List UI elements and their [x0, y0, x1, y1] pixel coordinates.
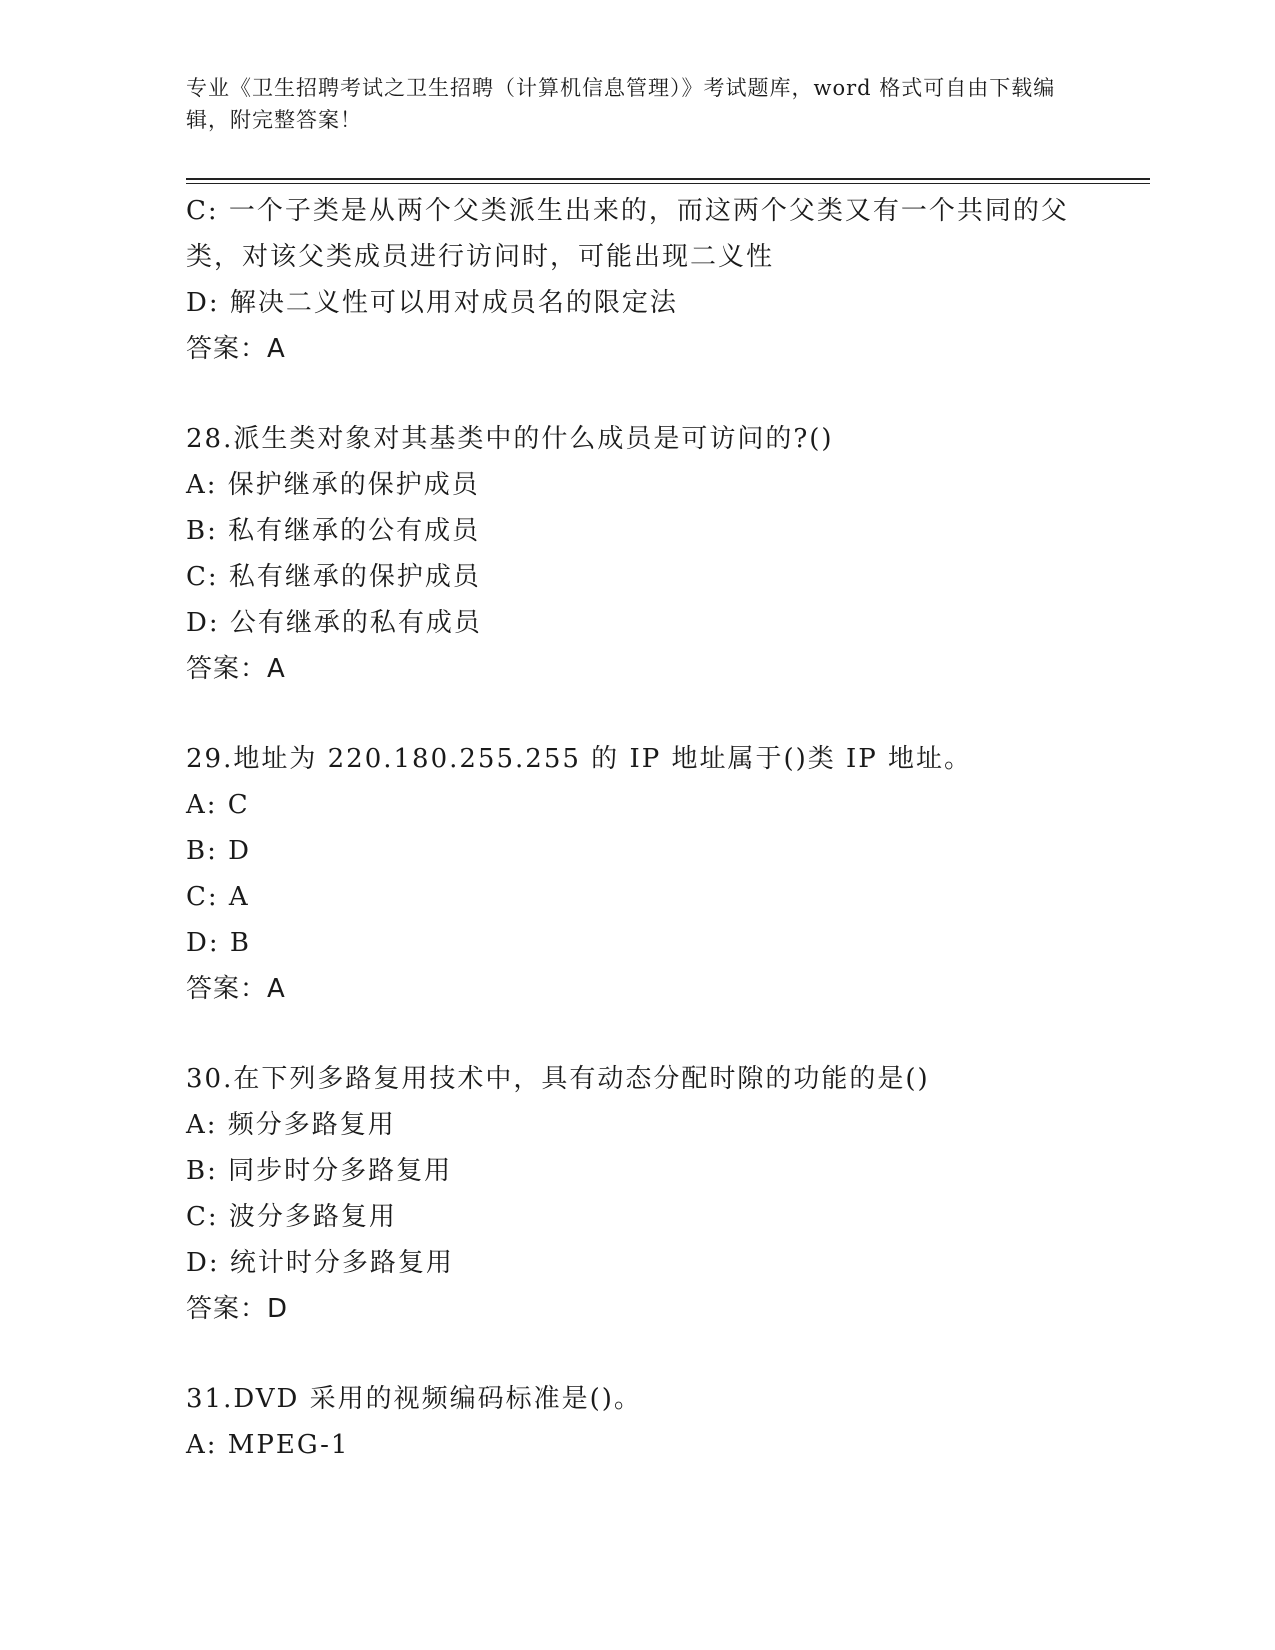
option-c: C: 波分多路复用 — [186, 1202, 397, 1232]
question-content — [186, 188, 1086, 1468]
option-b: B: 同步时分多路复用 — [186, 1156, 453, 1186]
page-header: 专业《卫生招聘考试之卫生招聘（计算机信息管理）》考试题库，word 格式可自由下载编辑，附完整答案！ — [186, 76, 1056, 132]
answer-label: 答案：A — [186, 334, 286, 364]
question-stem: 30.在下列多路复用技术中，具有动态分配时隙的功能的是() — [186, 1064, 930, 1094]
question-31 — [186, 1376, 1086, 1468]
header-divider-thin — [186, 183, 1150, 184]
question-stem: 28.派生类对象对其基类中的什么成员是可访问的?() — [186, 424, 834, 454]
option-c: C: 一个子类是从两个父类派生出来的，而这两个父类又有一个共同的父类，对该父类成员进行访问时，可能出现二义性 — [186, 196, 1069, 272]
option-c: C: A — [186, 882, 250, 912]
option-a: A: 频分多路复用 — [186, 1110, 396, 1140]
question-stem: 29.地址为 220.180.255.255 的 IP 地址属于()类 IP 地址。 — [186, 744, 973, 774]
answer-label: 答案：A — [186, 654, 286, 684]
question-28 — [186, 416, 1086, 692]
question-27-continuation — [186, 188, 1086, 372]
answer-label: 答案：A — [186, 974, 286, 1004]
question-30 — [186, 1056, 1086, 1332]
question-stem: 31.DVD 采用的视频编码标准是()。 — [186, 1384, 642, 1414]
option-a: A: C — [186, 790, 250, 820]
question-29 — [186, 736, 1086, 1012]
option-b: B: 私有继承的公有成员 — [186, 516, 481, 546]
option-a: A: 保护继承的保护成员 — [186, 470, 480, 500]
header-divider-thick — [186, 178, 1150, 180]
option-d: D: 公有继承的私有成员 — [186, 608, 482, 638]
option-d: D: 解决二义性可以用对成员名的限定法 — [186, 288, 678, 318]
option-c: C: 私有继承的保护成员 — [186, 562, 481, 592]
option-d: D: 统计时分多路复用 — [186, 1248, 454, 1278]
option-d: D: B — [186, 928, 251, 958]
answer-label: 答案：D — [186, 1294, 289, 1324]
option-a: A: MPEG-1 — [186, 1430, 350, 1460]
option-b: B: D — [186, 836, 251, 866]
